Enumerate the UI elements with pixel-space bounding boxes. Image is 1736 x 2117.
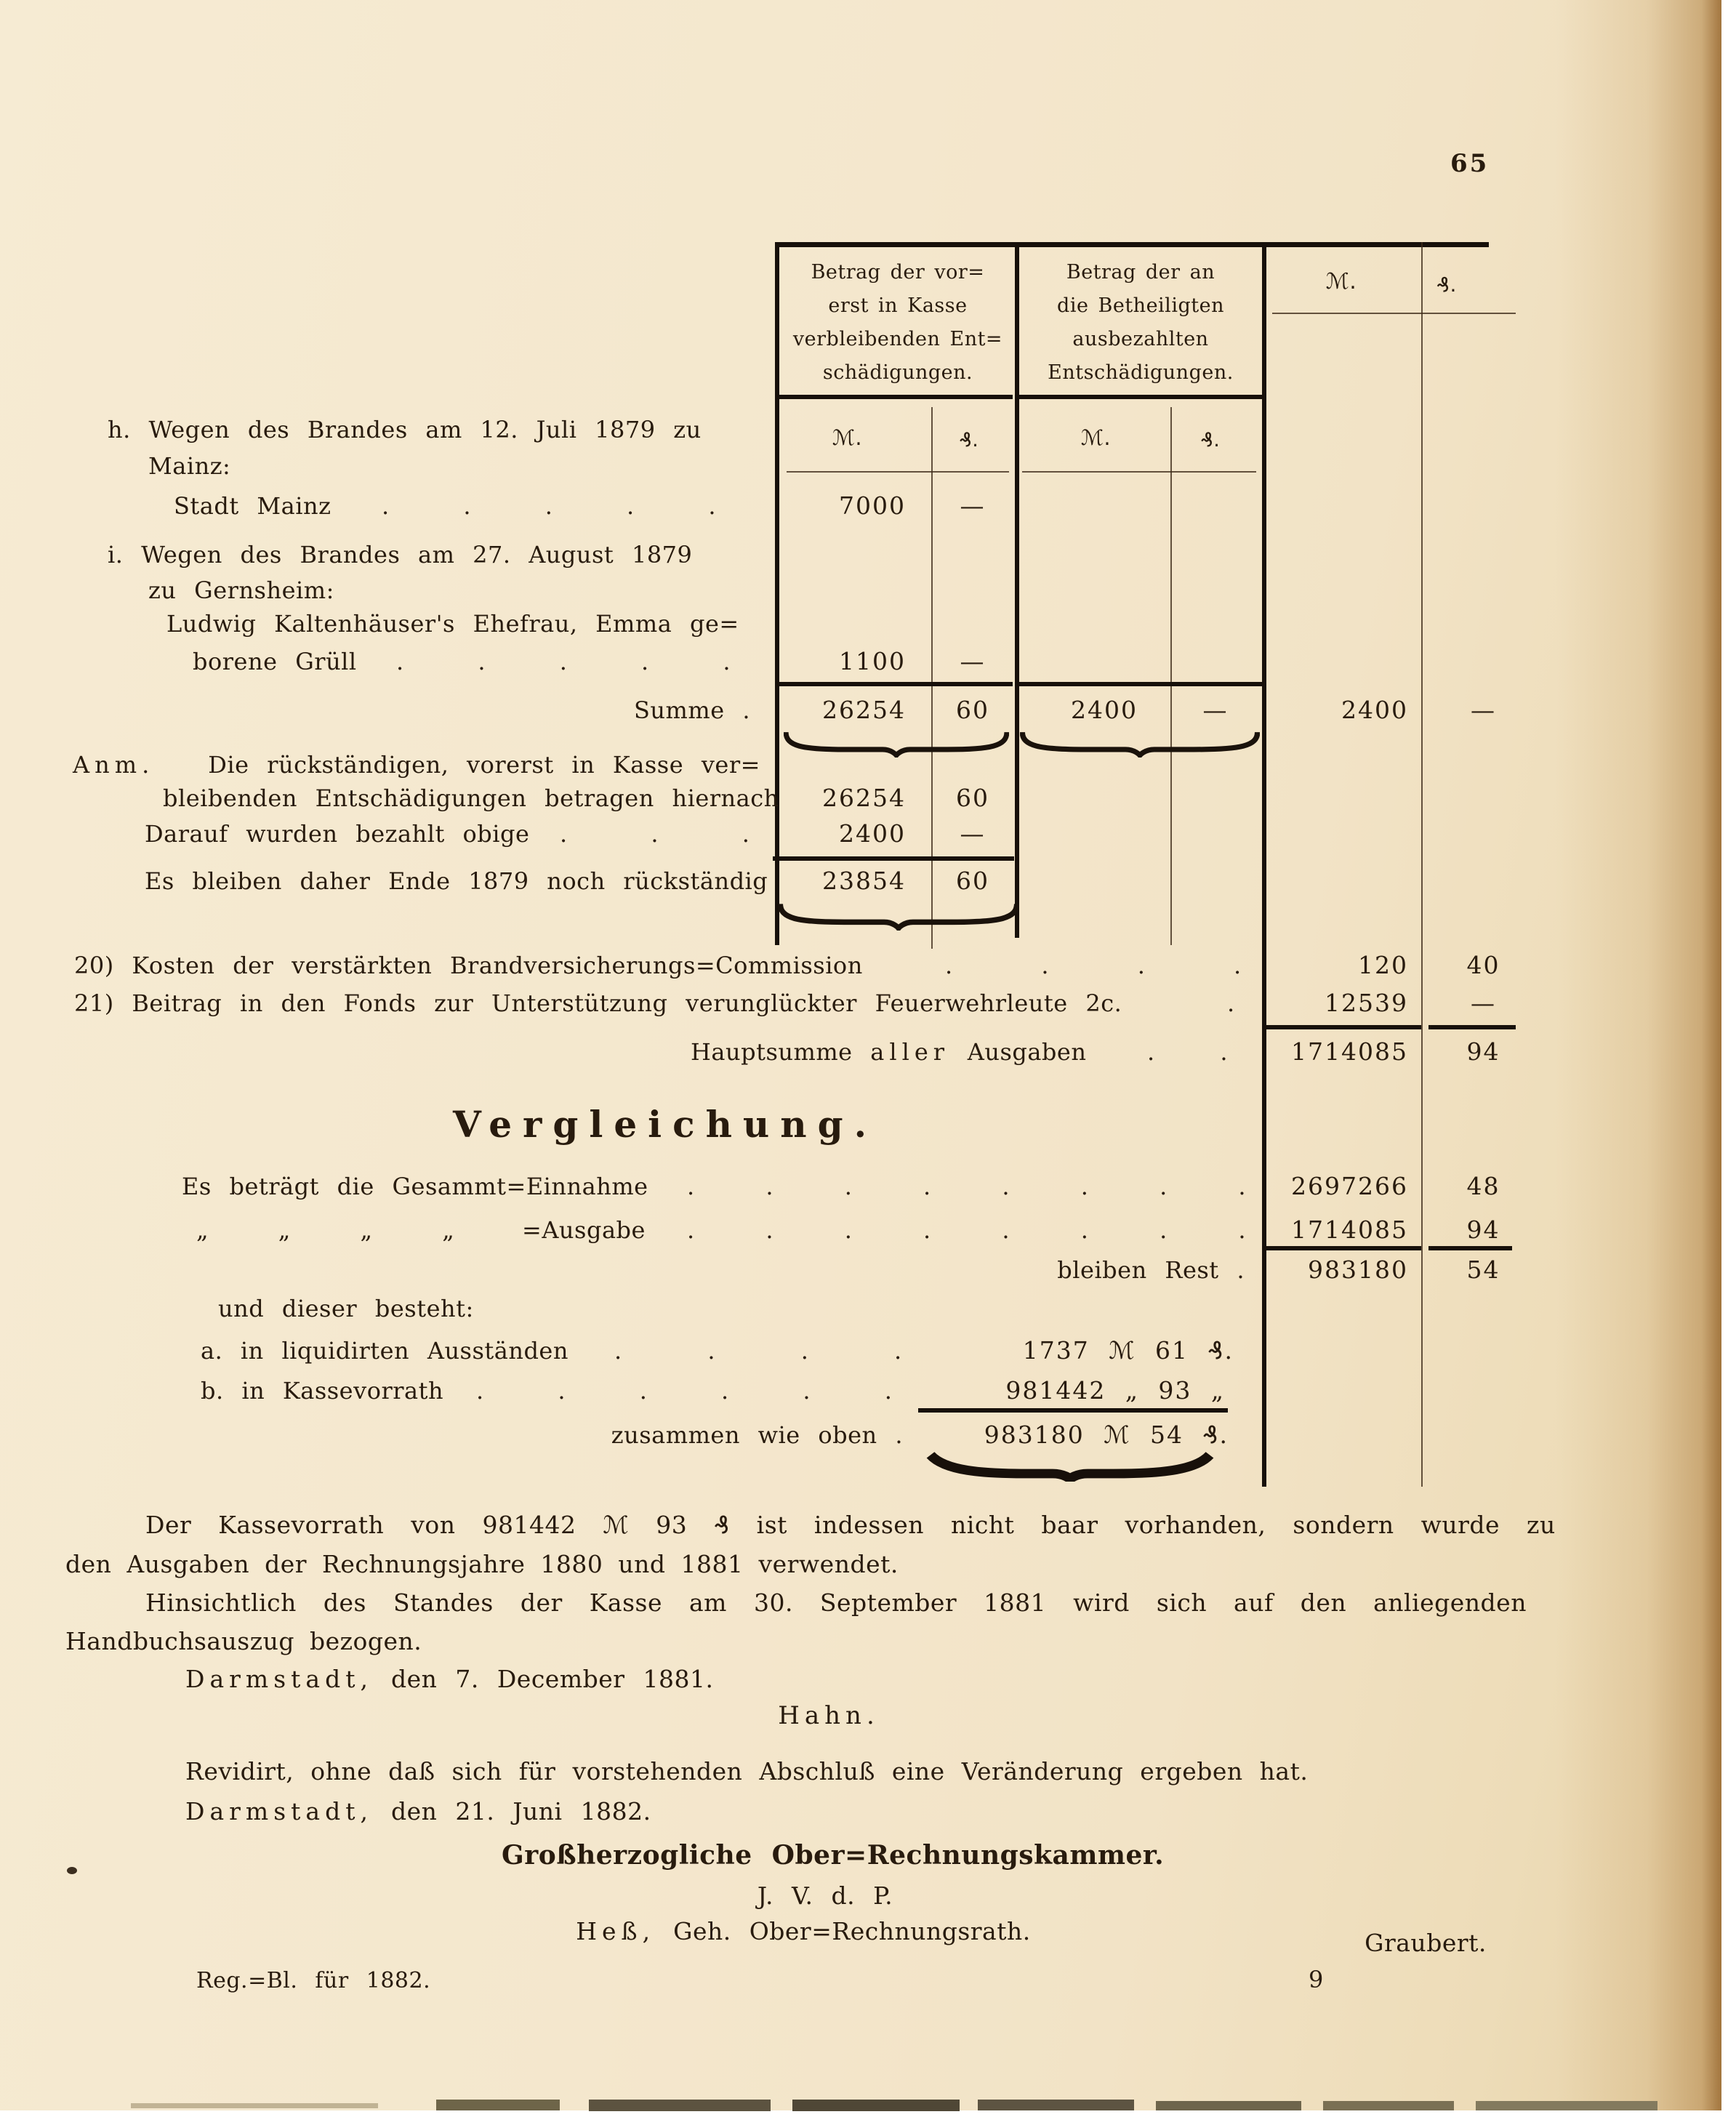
- leader-dots: . . . .: [945, 952, 1242, 979]
- total-label-1: Hauptsumme: [691, 1038, 853, 1066]
- entry-h-mark-value: 7000: [839, 491, 906, 520]
- leader-dots: . . . . . .: [476, 1377, 892, 1405]
- date-line-2: [185, 1797, 651, 1826]
- paragraph1-line2: den Ausgaben der Rechnungsjahre 1880 und 1881 verwendet.: [65, 1550, 899, 1578]
- leader-dots: . .: [1147, 1038, 1228, 1066]
- anm-sum-line: [773, 856, 1014, 861]
- table-divider-g2-mark-pfennig: [1170, 407, 1172, 945]
- item21-mark: 12539: [1325, 989, 1408, 1017]
- header-line: verbleibenden Ent=: [792, 328, 1003, 350]
- revidirt-line: Revidirt, ohne daß sich für vorstehenden Abschluß eine Veränderung ergeben hat.: [185, 1757, 1309, 1785]
- leader-dots: . . . . . . . .: [687, 1173, 1246, 1200]
- footer-sheet-number: 9: [1309, 1966, 1324, 1993]
- ink-spot-artifact: [67, 1867, 77, 1874]
- table-divider-g1-mark-pfennig: [931, 407, 933, 949]
- group2-header-underline: [1018, 395, 1262, 399]
- entry-i-line2: zu Gernsheim:: [148, 577, 334, 604]
- anm-line3: Darauf wurden bezahlt obige: [145, 820, 530, 848]
- item21-label: 21) Beitrag in den Fonds zur Unterstützung verunglückter Feuerwehrleute 2c.: [74, 989, 1122, 1017]
- g2-subheader-underline: [1022, 471, 1256, 473]
- header-line: Betrag der vor=: [811, 261, 985, 284]
- page-number: 65: [1450, 149, 1490, 178]
- table-header-group2: [1022, 256, 1259, 390]
- anm-line4-mark: 23854: [822, 867, 906, 895]
- summe-right-mark: 2400: [1341, 696, 1408, 724]
- summe-line-g2: [1018, 682, 1262, 686]
- item-b-label: b. in Kassevorrath: [201, 1377, 444, 1405]
- date1-city: Darmstadt,: [185, 1665, 373, 1693]
- leader-dots: . . . .: [614, 1337, 902, 1365]
- table-divider-right-mark-pfennig: [1421, 242, 1423, 1487]
- footer-volume: Reg.=Bl. für 1882.: [196, 1968, 431, 1993]
- leader-dots: . . . . .: [382, 492, 716, 520]
- signature-hahn: Hahn.: [778, 1701, 880, 1730]
- table-border-left: [775, 242, 779, 945]
- ausgabe-mark: 1714085: [1291, 1216, 1408, 1244]
- table-header-group1: [782, 256, 1013, 390]
- item-a-value: 1737 ℳ 61 ₰.: [1022, 1336, 1234, 1365]
- date-line-1: [185, 1665, 714, 1694]
- table-divider-group2-right: [1262, 242, 1266, 1487]
- summe-g1-mark: 26254: [822, 696, 906, 724]
- scan-edge-artifact: [1323, 2101, 1454, 2110]
- entry-i-mark-value: 1100: [839, 647, 906, 675]
- entry-h-item: Stadt Mainz: [174, 492, 331, 520]
- table-border-top: [776, 242, 1489, 247]
- leader-dots: . . . . .: [396, 648, 731, 675]
- item20-pfennig: 40: [1466, 951, 1500, 979]
- date2-rest: den 21. Juni 1882.: [390, 1797, 651, 1825]
- entry-i-pfennig-value: —: [960, 647, 986, 675]
- underbrace-zusammen: [925, 1450, 1215, 1482]
- einnahme-label: Es beträgt die Gesammt=Einnahme: [182, 1173, 648, 1200]
- rest-label: bleiben Rest .: [1057, 1256, 1245, 1284]
- total-mark: 1714085: [1291, 1037, 1408, 1066]
- total-label: [691, 1037, 1086, 1066]
- summe-g1-pfennig: 60: [956, 696, 989, 724]
- pfennig-symbol-header: ₰.: [1436, 273, 1457, 297]
- item-a-label: a. in liquidirten Ausständen: [201, 1337, 568, 1365]
- scan-edge-artifact: [1156, 2101, 1301, 2110]
- date2-city: Darmstadt,: [185, 1797, 373, 1825]
- scan-edge-artifact: [1476, 2101, 1657, 2110]
- zusammen-value: 983180 ℳ 54 ₰.: [984, 1421, 1229, 1449]
- einnahme-pfennig: 48: [1466, 1172, 1500, 1200]
- paragraph1-line1: Der Kassevorrath von 981442 ℳ 93 ₰ ist indessen nicht baar vorhanden, sondern wurde zu: [145, 1511, 1556, 1539]
- g2-pfennig-subheader: ₰.: [1200, 429, 1221, 451]
- entry-i-item-line1: Ludwig Kaltenhäuser's Ehefrau, Emma ge=: [166, 610, 739, 638]
- entry-i-line1: i. Wegen des Brandes am 27. August 1879: [108, 541, 693, 569]
- date1-rest: den 7. December 1881.: [390, 1665, 714, 1693]
- einnahme-mark: 2697266: [1291, 1172, 1408, 1200]
- anm-line1-text: Die rückständigen, vorerst in Kasse ver=: [208, 751, 760, 779]
- item20-mark: 120: [1358, 951, 1408, 979]
- rest-pfennig: 54: [1466, 1256, 1500, 1284]
- scan-edge-artifact: [436, 2100, 560, 2110]
- paragraph2-line2: Handbuchsauszug bezogen.: [65, 1627, 422, 1655]
- summe-g2-mark: 2400: [1071, 696, 1138, 724]
- anm-line4-pfennig: 60: [956, 867, 989, 895]
- anm-line4: Es bleiben daher Ende 1879 noch rückständig: [145, 867, 768, 895]
- scan-edge-artifact: [131, 2103, 378, 2108]
- summe-line-g1: [777, 682, 1013, 686]
- summe-right-pfennig: —: [1471, 696, 1496, 724]
- total-line-mark: [1266, 1025, 1421, 1029]
- underbrace-group1: [784, 730, 1009, 758]
- leader-dot: .: [1227, 989, 1235, 1017]
- total-label-2: aller: [870, 1038, 950, 1066]
- group1-header-underline: [779, 395, 1013, 399]
- ausgabe-ditto-marks: „ „ „ „: [196, 1216, 455, 1244]
- entry-h-pfennig-value: —: [960, 491, 986, 520]
- summe-g2-pfennig: —: [1202, 696, 1229, 724]
- zusammen-label: zusammen wie oben .: [611, 1421, 903, 1449]
- item21-pfennig: —: [1471, 989, 1496, 1017]
- page-edge-shading: [1556, 0, 1721, 2110]
- right-subheader-underline: [1272, 313, 1516, 314]
- signature-hess: [574, 1917, 1032, 1946]
- header-line: schädigungen.: [822, 361, 973, 384]
- scan-edge-artifact: [589, 2100, 771, 2111]
- entry-h-line2: Mainz:: [148, 452, 231, 480]
- total-label-3: Ausgaben: [967, 1038, 1087, 1066]
- paragraph2-line1: Hinsichtlich des Standes der Kasse am 30. September 1881 wird sich auf den anliegenden: [145, 1588, 1527, 1617]
- underbrace-anm: [778, 901, 1019, 931]
- entry-h-line1: h. Wegen des Brandes am 12. Juli 1879 zu: [108, 416, 702, 443]
- header-line: Entschädigungen.: [1048, 361, 1234, 384]
- leader-dots: . . .: [560, 820, 750, 848]
- header-line: erst in Kasse: [828, 294, 968, 317]
- rest-line-mark: [1266, 1246, 1421, 1250]
- summe-label: Summe .: [634, 696, 750, 724]
- total-pfennig: 94: [1466, 1037, 1500, 1066]
- g1-mark-subheader: ℳ.: [832, 425, 863, 450]
- deputy-abbreviation: J. V. d. P.: [757, 1881, 893, 1910]
- g1-subheader-underline: [787, 471, 1009, 473]
- table-divider-group1-group2: [1015, 242, 1019, 938]
- scan-edge-artifact: [792, 2100, 960, 2111]
- rest-line-pfennig: [1428, 1246, 1512, 1250]
- underbrace-group2: [1020, 730, 1260, 758]
- scan-edge-artifact: [978, 2100, 1134, 2110]
- ausgabe-label: =Ausgabe: [522, 1216, 646, 1244]
- anm-line3-mark: 2400: [839, 819, 906, 848]
- item20-label: 20) Kosten der verstärkten Brandversicherungs=Commission: [74, 952, 863, 979]
- signature-graubert: Graubert.: [1365, 1929, 1487, 1957]
- ausgabe-pfennig: 94: [1466, 1216, 1500, 1244]
- header-line: die Betheiligten: [1057, 294, 1224, 317]
- besteht-label: und dieser besteht:: [218, 1295, 474, 1322]
- g1-pfennig-subheader: ₰.: [959, 429, 979, 451]
- header-line: Betrag der an: [1066, 261, 1215, 284]
- header-line: ausbezahlten: [1072, 328, 1209, 350]
- leader-dots: . . . . . . . .: [687, 1216, 1246, 1244]
- total-line-pfennig: [1428, 1025, 1516, 1029]
- anm-line2: bleibenden Entschädigungen betragen hiernach: [163, 784, 779, 812]
- item-b-value: 981442 „ 93 „: [1005, 1376, 1225, 1405]
- rest-mark: 983180: [1308, 1256, 1408, 1284]
- anm-line2-mark: 26254: [822, 784, 906, 812]
- anm-line2-pfennig: 60: [956, 784, 989, 812]
- entry-i-item-line2: borene Grüll: [193, 648, 357, 675]
- zusammen-line: [918, 1408, 1228, 1413]
- org-name: Großherzogliche Ober=Rechnungskammer.: [502, 1840, 1165, 1871]
- anm-line1: [73, 750, 760, 779]
- anm-line3-pfennig: —: [960, 819, 986, 848]
- hess-name: Heß,: [576, 1917, 656, 1945]
- mark-symbol-header: ℳ.: [1325, 269, 1357, 294]
- vergleichung-heading: Vergleichung.: [453, 1103, 877, 1146]
- hess-title: Geh. Ober=Rechnungsrath.: [673, 1917, 1031, 1945]
- g2-mark-subheader: ℳ.: [1080, 425, 1112, 450]
- anm-prefix: Anm.: [73, 751, 155, 779]
